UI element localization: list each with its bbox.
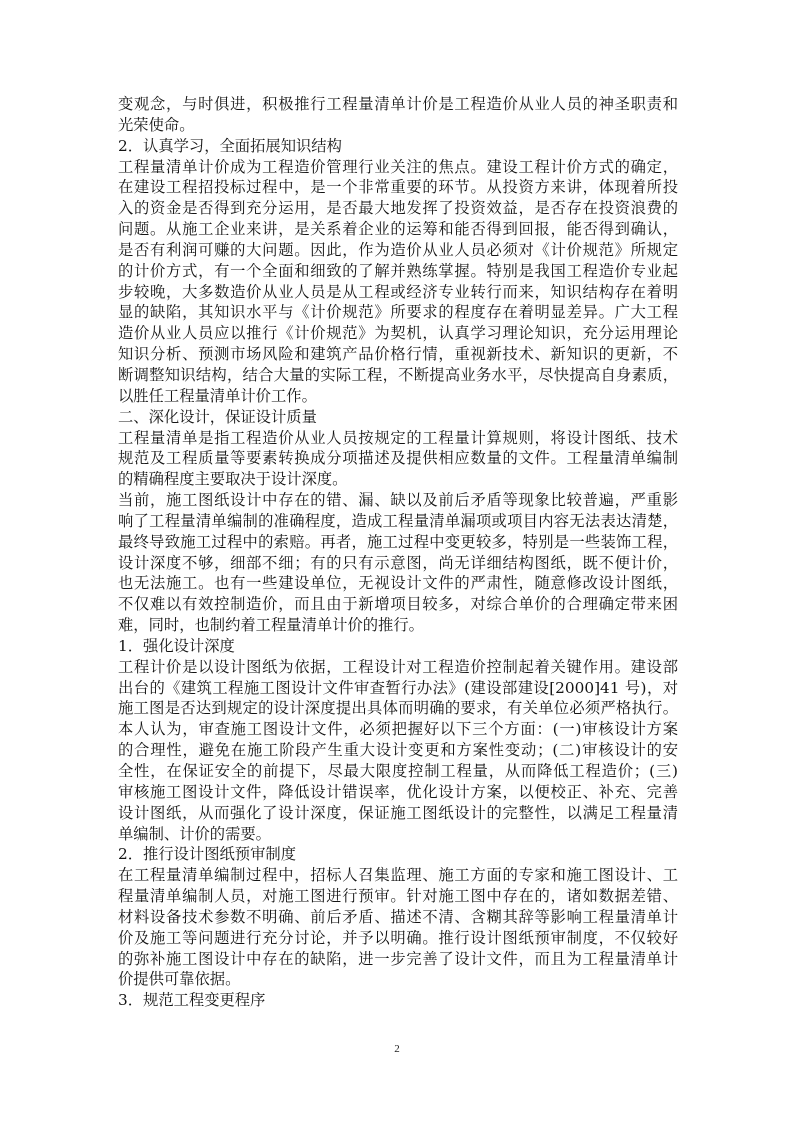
text-line: 不仅难以有效控制造价，而且由于新增项目较多，对综合单价的合理确定带来困 [118,595,678,614]
text-line: 材料设备技术参数不明确、前后矛盾、描述不清、含糊其辞等影响工程量清单计 [118,907,678,926]
text-line: 的合理性，避免在施工阶段产生重大设计变更和方案性变动；(二)审核设计的安 [118,741,678,760]
text-line: 施工图是否达到规定的设计深度提出具体而明确的要求，有关单位必须严格执行。 [118,699,678,718]
section-heading: 3．规范工程变更程序 [118,991,266,1010]
text-line: 价及施工等问题进行充分讨论，并予以明确。推行设计图纸预审制度，不仅较好 [118,928,678,947]
heading-design-depth [118,636,678,657]
text-line: 规范及工程质量等要素转换成分项描述及提供相应数量的文件。工程量清单编制 [118,449,678,468]
heading-deepen-design [118,407,678,428]
text-line: 最终导致施工过程中的索赔。再者，施工过程中变更较多，特别是一些装饰工程， [118,532,678,551]
text-line: 入的资金是否得到充分运用，是否最大地发挥了投资效益，是否存在投资浪费的 [118,199,678,218]
text-line: 审核施工图设计文件，降低设计错误率，优化设计方案，以便校正、补充、完善 [118,782,678,801]
text-line: 响了工程量清单编制的准确程度，造成工程量清单漏项或项目内容无法表达清楚， [118,511,678,530]
text-line: 在建设工程招投标过程中，是一个非常重要的环节。从投资方来讲，体现着所投 [118,178,678,197]
text-line: 设计图纸，从而强化了设计深度，保证施工图纸设计的完整性，以满足工程量清 [118,803,678,822]
text-line: 工程量清单是指工程造价从业人员按规定的工程量计算规则，将设计图纸、技术 [118,428,678,447]
text-line: 步较晚，大多数造价从业人员是从工程或经济专业转行而来，知识结构存在着明 [118,282,678,301]
heading-change-procedure [118,990,678,1011]
text-line: 以胜任工程量清单计价工作。 [118,386,317,405]
heading-study-knowledge-structure [118,136,678,157]
heading-drawing-prereview [118,844,678,865]
text-line: 的弥补施工图设计中存在的缺陷，进一步完善了设计文件，而且为工程量清单计 [118,949,678,968]
text-line: 的计价方式，有一个全面和细致的了解并熟练掌握。特别是我国工程造价专业起 [118,261,678,280]
paragraph [118,428,678,491]
text-line: 单编制、计价的需要。 [118,824,271,843]
paragraph-continued [118,94,678,136]
section-heading: 2．推行设计图纸预审制度 [118,845,296,864]
paragraph [118,490,678,636]
paragraph [118,865,678,990]
text-line: 在工程量清单编制过程中，招标人召集监理、施工方面的专家和施工图设计、工 [118,866,678,885]
section-heading: 1．强化设计深度 [118,636,235,655]
text-line: 造价从业人员应以推行《计价规范》为契机，认真学习理论知识，充分运用理论 [118,324,678,343]
text-line: 难，同时，也制约着工程量清单计价的推行。 [118,616,424,635]
text-line: 出台的《建筑工程施工图设计文件审查暂行办法》(建设部建设[2000]41 号)，对 [118,678,678,697]
text-line: 知识分析、预测市场风险和建筑产品价格行情，重视新技术、新知识的更新，不 [118,345,678,364]
text-line: 也无法施工。也有一些建设单位，无视设计文件的严肃性，随意修改设计图纸， [118,574,678,593]
text-line: 程量清单编制人员，对施工图进行预审。针对施工图中存在的，诸如数据差错、 [118,887,678,906]
text-line: 工程量清单计价成为工程造价管理行业关注的焦点。建设工程计价方式的确定， [118,157,678,176]
text-line: 的精确程度主要取决于设计深度。 [118,470,348,489]
document-body [118,94,678,1011]
paragraph [118,157,678,407]
text-line: 价提供可靠依据。 [118,970,241,989]
section-heading: 2．认真学习，全面拓展知识结构 [118,136,342,155]
text-line: 断调整知识结构，结合大量的实际工程，不断提高业务水平，尽快提高自身素质， [118,365,678,384]
text-line: 变观念，与时俱进，积极推行工程量清单计价是工程造价从业人员的神圣职责和 [118,95,678,113]
page-number: 2 [394,1043,400,1055]
section-heading: 二、深化设计，保证设计质量 [118,407,317,426]
text-line: 是否有利润可赚的大问题。因此，作为造价从业人员必须对《计价规范》所规定 [118,240,678,259]
text-line: 当前，施工图纸设计中存在的错、漏、缺以及前后矛盾等现象比较普遍，严重影 [118,491,678,510]
text-line: 光荣使命。 [118,115,195,134]
text-line: 设计深度不够，细部不细；有的只有示意图，尚无详细结构图纸，既不便计价， [118,553,678,572]
text-line: 问题。从施工企业来讲，是关系着企业的运筹和能否得到回报，能否得到确认， [118,220,678,239]
paragraph [118,657,678,845]
text-line: 全性，在保证安全的前提下，尽最大限度控制工程量，从而降低工程造价；(三) [118,762,678,780]
text-line: 本人认为，审查施工图设计文件，必须把握好以下三个方面：(一)审核设计方案 [118,720,678,739]
text-line: 工程计价是以设计图纸为依据，工程设计对工程造价控制起着关键作用。建设部 [118,657,678,676]
text-line: 显的缺陷，其知识水平与《计价规范》所要求的程度存在着明显差异。广大工程 [118,303,678,322]
